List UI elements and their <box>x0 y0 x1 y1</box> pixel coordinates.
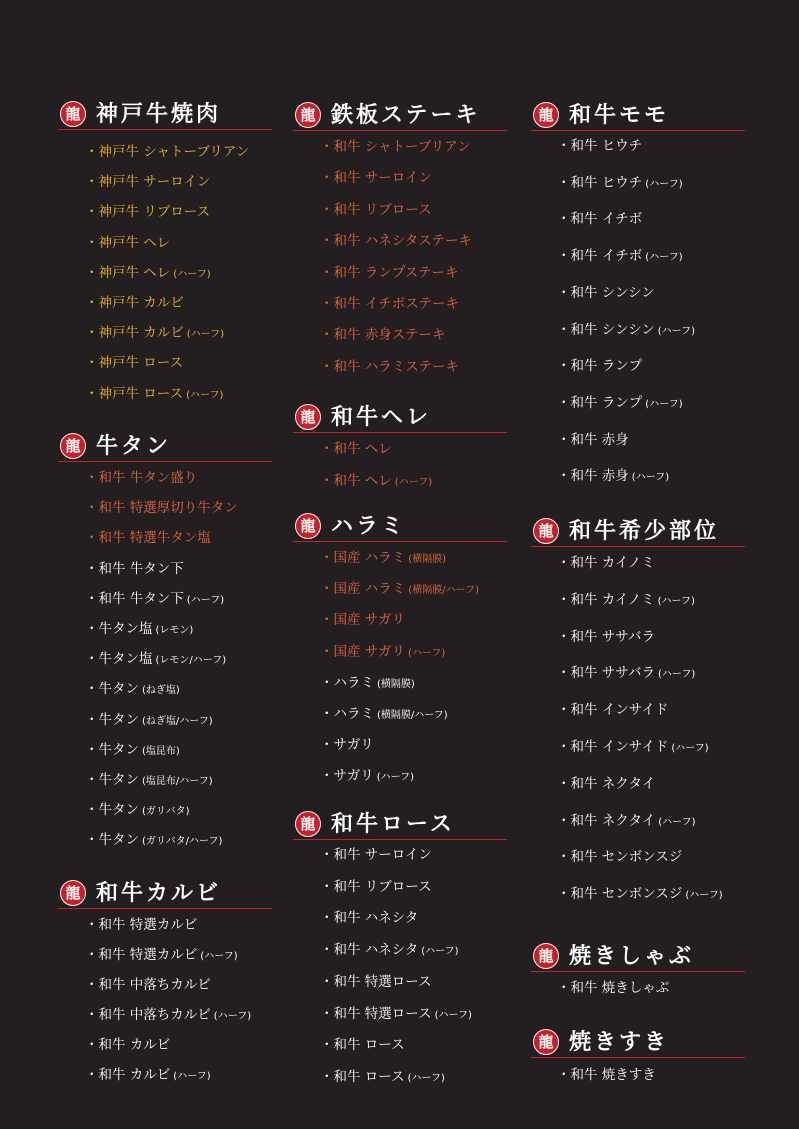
bullet: ・ <box>557 555 571 571</box>
bullet: ・ <box>320 973 334 990</box>
menu-item-note: (レモン/ハーフ) <box>155 655 227 667</box>
menu-item-name: 和牛 ササバラ <box>570 628 655 645</box>
menu-item-name: 和牛 イチボ <box>570 211 643 228</box>
bullet: ・ <box>320 942 334 959</box>
menu-item-name: 和牛 焼きすき <box>570 1067 656 1083</box>
menu-item-name: 国産 サガリ <box>333 612 406 629</box>
menu-item-note: (ハーフ) <box>173 1071 211 1082</box>
menu-item-note: (ハーフ) <box>200 951 238 962</box>
bullet: ・ <box>85 1037 99 1053</box>
section-header-harami <box>293 512 507 542</box>
menu-item <box>85 711 213 731</box>
menu-item-name: 和牛 ハネシタ <box>333 910 419 927</box>
menu-item-name: 和牛 ランプステーキ <box>333 264 459 281</box>
menu-item-note: (横隔膜/ハーフ) <box>408 585 479 597</box>
bullet: ・ <box>557 431 571 448</box>
menu-item-note: (ハーフ) <box>186 594 225 606</box>
menu-item-name: 和牛 焼きしゃぶ <box>570 980 670 996</box>
bullet: ・ <box>85 917 99 933</box>
menu-item <box>85 203 210 221</box>
menu-item-name: 和牛 サーロイン <box>333 170 432 187</box>
section-title: 和牛モモ <box>569 102 670 128</box>
bullet: ・ <box>320 643 334 660</box>
bullet: ・ <box>557 174 571 191</box>
section-header-loin <box>293 810 507 840</box>
menu-item <box>557 701 668 719</box>
menu-item-name: 牛タン <box>98 772 139 788</box>
menu-item <box>320 846 432 864</box>
menu-item-name: 和牛 サーロイン <box>333 847 432 863</box>
menu-item-name: 和牛 カイノミ <box>570 591 655 608</box>
menu-item-note: (ハーフ) <box>173 268 211 280</box>
bullet: ・ <box>85 590 99 607</box>
menu-item-note: (ハーフ) <box>685 890 723 902</box>
menu-item <box>557 775 655 793</box>
bullet: ・ <box>557 248 571 265</box>
section-title: ハラミ <box>331 513 407 539</box>
menu-item <box>557 848 682 866</box>
menu-item-name: 神戸牛 リブロース <box>98 204 211 221</box>
menu-item-note: (ハーフ) <box>657 595 695 607</box>
menu-item-name: 牛タン <box>98 802 139 819</box>
menu-item-note: (横隔膜) <box>408 554 447 565</box>
bullet: ・ <box>320 296 334 312</box>
menu-item <box>557 174 683 194</box>
menu-item-name: 和牛 ロース <box>333 1068 405 1085</box>
menu-item <box>320 580 479 600</box>
menu-item <box>85 650 226 670</box>
menu-item <box>557 554 655 572</box>
section-header-yakisuki <box>531 1028 745 1058</box>
bullet: ・ <box>85 385 99 402</box>
menu-item-note: (ハーフ) <box>657 669 696 681</box>
bullet: ・ <box>85 234 99 251</box>
menu-item-name: 牛タン塩 <box>98 651 153 668</box>
menu-item-note: (ガリバタ) <box>142 806 190 818</box>
menu-item <box>320 643 445 663</box>
menu-item-note: (ハーフ) <box>658 816 696 828</box>
menu-item-name: 和牛 赤身 <box>570 468 629 485</box>
menu-item <box>85 680 180 700</box>
menu-item <box>557 284 655 302</box>
menu-item-name: 神戸牛 カルビ <box>98 295 184 311</box>
menu-item-name: ハラミ <box>333 706 374 722</box>
menu-item-name: 和牛 中落ちカルビ <box>98 977 211 993</box>
menu-item-name: 和牛 牛タン下 <box>98 590 184 607</box>
menu-item-note: (ハーフ) <box>645 178 683 190</box>
menu-item-note: (ねぎ塩/ハーフ) <box>142 715 213 727</box>
menu-item-name: 和牛 イチボステーキ <box>333 296 460 312</box>
menu-item <box>85 354 183 372</box>
bullet: ・ <box>320 201 334 218</box>
bullet: ・ <box>557 812 571 829</box>
menu-item <box>557 247 683 267</box>
menu-item-name: 牛タン <box>98 832 139 849</box>
menu-item <box>85 771 213 791</box>
menu-item <box>85 976 211 994</box>
menu-item-name: 神戸牛 カルビ <box>98 325 184 342</box>
menu-item <box>557 738 709 758</box>
menu-item-note: (塩昆布) <box>142 745 180 757</box>
menu-item <box>320 611 405 629</box>
bullet: ・ <box>320 550 334 566</box>
menu-item-name: 和牛 ヒウチ <box>570 138 643 154</box>
bullet: ・ <box>320 878 334 895</box>
menu-item <box>557 1066 656 1084</box>
menu-item-name: 和牛 特選カルビ <box>98 917 198 933</box>
menu-item-name: 和牛 シャトーブリアン <box>333 139 471 155</box>
menu-item-name: 和牛 赤身ステーキ <box>333 327 446 344</box>
menu-item <box>320 326 446 344</box>
bullet: ・ <box>85 470 99 486</box>
bullet: ・ <box>557 468 571 485</box>
bullet: ・ <box>557 1067 571 1083</box>
menu-item-name: 神戸牛 ヘレ <box>98 264 171 281</box>
menu-item <box>85 173 210 191</box>
bullet: ・ <box>320 612 334 629</box>
menu-item <box>320 1005 472 1025</box>
bullet: ・ <box>85 681 99 698</box>
section-header-yakishabu <box>531 942 745 972</box>
menu-item-name: 和牛 センボンスジ <box>570 849 683 866</box>
menu-item-name: 和牛 牛タン盛り <box>98 470 198 486</box>
section-header-steak <box>293 101 507 131</box>
menu-item <box>85 946 238 966</box>
menu-item <box>85 1006 251 1026</box>
bullet: ・ <box>320 1005 334 1022</box>
dragon-emblem-icon: 龍 <box>533 1029 559 1055</box>
section-header-momo <box>531 101 745 131</box>
bullet: ・ <box>557 138 571 154</box>
bullet: ・ <box>557 284 571 301</box>
menu-item-name: 和牛 カルビ <box>98 1067 171 1083</box>
menu-item <box>320 295 459 313</box>
section-header-tongue <box>58 432 272 462</box>
bullet: ・ <box>85 832 99 849</box>
menu-item <box>320 736 374 754</box>
menu-item-name: 和牛 ヒウチ <box>570 174 643 191</box>
bullet: ・ <box>85 1007 99 1023</box>
bullet: ・ <box>320 847 334 863</box>
menu-item-note: (ねぎ塩) <box>142 685 180 697</box>
menu-item <box>85 234 170 252</box>
menu-item <box>557 591 695 611</box>
section-title: 和牛希少部位 <box>569 518 720 544</box>
menu-item <box>85 590 224 610</box>
section-title: 和牛ヘレ <box>331 404 432 430</box>
bullet: ・ <box>320 170 334 187</box>
menu-item-name: 国産 サガリ <box>333 643 406 660</box>
menu-item <box>85 1066 211 1086</box>
menu-item-name: 牛タン塩 <box>98 621 153 637</box>
menu-item <box>557 885 723 905</box>
section-title: 鉄板ステーキ <box>331 102 481 128</box>
bullet: ・ <box>85 295 99 311</box>
menu-item-name: 和牛 センボンスジ <box>570 886 683 903</box>
menu-item-note: (ハーフ) <box>394 476 433 488</box>
menu-item <box>85 741 180 761</box>
bullet: ・ <box>85 977 99 993</box>
menu-item <box>320 767 414 787</box>
menu-item <box>557 321 695 341</box>
section-title: 和牛ロース <box>331 811 455 837</box>
bullet: ・ <box>320 327 334 344</box>
bullet: ・ <box>85 772 99 788</box>
bullet: ・ <box>85 741 99 758</box>
menu-item <box>85 294 184 312</box>
menu-item <box>85 1036 170 1054</box>
menu-item <box>320 1068 445 1088</box>
menu-item <box>85 831 222 851</box>
dragon-emblem-icon: 龍 <box>533 102 559 128</box>
menu-item-name: 和牛 ネクタイ <box>570 812 656 829</box>
menu-item-name: 和牛 リブロース <box>333 878 432 895</box>
menu-item-name: 和牛 特選牛タン塩 <box>98 530 211 547</box>
menu-item-note: (ハーフ) <box>657 325 696 337</box>
menu-item-name: 和牛 特選ロース <box>333 973 432 990</box>
menu-item <box>320 973 432 991</box>
section-header-karubi <box>58 879 272 909</box>
menu-item-name: サガリ <box>333 737 374 754</box>
menu-item-name: 和牛 中落ちカルビ <box>98 1007 211 1023</box>
section-header-hire <box>293 403 507 433</box>
menu-item <box>557 812 696 832</box>
bullet: ・ <box>85 204 99 221</box>
menu-item <box>557 357 642 375</box>
menu-item-name: 和牛 シンシン <box>570 321 655 338</box>
bullet: ・ <box>85 500 99 517</box>
bullet: ・ <box>85 530 99 547</box>
bullet: ・ <box>85 621 99 637</box>
menu-item-note: (ハーフ) <box>186 329 225 341</box>
menu-item <box>557 210 642 228</box>
menu-item-name: 和牛 シンシン <box>570 284 655 301</box>
menu-item <box>85 529 211 547</box>
menu-item <box>320 674 415 694</box>
bullet: ・ <box>85 355 99 372</box>
menu-item-name: 和牛 イチボ <box>570 248 643 265</box>
menu-item-name: 和牛 赤身 <box>570 431 629 448</box>
menu-item-note: (横隔膜) <box>377 678 415 690</box>
menu-item <box>320 138 471 156</box>
menu-item-name: 和牛 ハネシタステーキ <box>333 233 472 250</box>
bullet: ・ <box>320 139 334 155</box>
menu-item <box>85 469 197 487</box>
menu-item-name: 和牛 ハラミステーキ <box>333 358 460 375</box>
menu-item <box>557 979 669 997</box>
menu-item <box>320 472 432 492</box>
menu-item-note: (ハーフ) <box>645 398 683 410</box>
bullet: ・ <box>85 264 99 281</box>
menu-item <box>85 620 193 640</box>
bullet: ・ <box>557 358 571 375</box>
section-header-rare <box>531 517 745 547</box>
menu-item <box>557 467 669 487</box>
bullet: ・ <box>557 628 571 645</box>
bullet: ・ <box>85 144 99 160</box>
menu-item <box>557 137 642 155</box>
dragon-emblem-icon: 龍 <box>60 101 86 127</box>
menu-item <box>320 909 418 927</box>
menu-item-note: (塩昆布/ハーフ) <box>142 776 213 787</box>
section-title: 神戸牛焼肉 <box>96 101 222 127</box>
menu-item-name: 和牛 ロース <box>333 1037 405 1054</box>
menu-item <box>320 549 446 569</box>
bullet: ・ <box>320 768 334 785</box>
menu-item-name: 国産 ハラミ <box>333 581 406 598</box>
menu-item-name: 牛タン <box>98 711 139 728</box>
dragon-emblem-icon: 龍 <box>295 811 321 837</box>
menu-item-note: (ハーフ) <box>671 743 709 754</box>
menu-item <box>557 394 683 414</box>
menu-item <box>320 878 432 896</box>
menu-item <box>85 143 249 161</box>
menu-item <box>85 385 223 405</box>
menu-item <box>85 499 238 517</box>
menu-item-note: (ハーフ) <box>434 1009 472 1021</box>
menu-item-name: 国産 ハラミ <box>333 550 406 566</box>
menu-item-name: 和牛 ハネシタ <box>333 942 419 959</box>
menu-item-note: (ガリバタ/ハーフ) <box>142 836 223 848</box>
menu-item-name: 和牛 牛タン下 <box>98 560 184 577</box>
menu-item <box>557 628 655 646</box>
bullet: ・ <box>85 560 99 577</box>
menu-item <box>557 431 629 449</box>
menu-item <box>320 440 392 458</box>
section-title: 焼きすき <box>569 1029 670 1055</box>
menu-item-note: (横隔膜/ハーフ) <box>377 710 448 721</box>
menu-item-name: 和牛 カルビ <box>98 1037 171 1053</box>
menu-item-name: ハラミ <box>333 674 374 691</box>
menu-item <box>320 1036 405 1054</box>
menu-item <box>557 664 695 684</box>
menu-item-name: 和牛 ランプ <box>570 358 643 375</box>
menu-item <box>320 232 472 250</box>
menu-item-note: (ハーフ) <box>186 389 224 401</box>
bullet: ・ <box>85 325 99 342</box>
section-header-kobe <box>58 100 272 130</box>
bullet: ・ <box>85 174 99 191</box>
dragon-emblem-icon: 龍 <box>60 433 86 459</box>
menu-item-name: 和牛 特選厚切り牛タン <box>98 500 238 517</box>
menu-item-note: (ハーフ) <box>376 772 415 784</box>
menu-item-name: 和牛 ランプ <box>570 394 643 411</box>
menu-item-name: 神戸牛 ロース <box>98 355 184 372</box>
menu-item-note: (ハーフ) <box>631 472 670 484</box>
bullet: ・ <box>557 211 571 228</box>
bullet: ・ <box>85 802 99 819</box>
menu-item-name: 和牛 ネクタイ <box>570 775 656 792</box>
bullet: ・ <box>320 264 334 281</box>
menu-item-name: 神戸牛 サーロイン <box>98 174 211 191</box>
dragon-emblem-icon: 龍 <box>295 102 321 128</box>
bullet: ・ <box>320 441 334 457</box>
bullet: ・ <box>557 980 571 996</box>
section-title: 和牛カルビ <box>96 880 222 906</box>
bullet: ・ <box>557 394 571 411</box>
menu-item <box>320 201 432 219</box>
bullet: ・ <box>85 1067 99 1083</box>
bullet: ・ <box>557 739 571 755</box>
dragon-emblem-icon: 龍 <box>295 513 321 539</box>
menu-item-name: 和牛 カイノミ <box>570 555 655 571</box>
menu-item-name: 和牛 ヘレ <box>333 441 392 457</box>
menu-item-name: 和牛 インサイド <box>570 739 669 755</box>
menu-item <box>320 705 448 725</box>
menu-item-name: 和牛 インサイド <box>570 702 669 719</box>
bullet: ・ <box>557 886 571 903</box>
menu-item-name: 神戸牛 シャトーブリアン <box>98 144 250 160</box>
menu-item-name: 和牛 特選ロース <box>333 1005 432 1022</box>
menu-item-name: サガリ <box>333 768 374 785</box>
menu-item-note: (ハーフ) <box>645 252 683 264</box>
bullet: ・ <box>320 1068 334 1085</box>
menu-item-name: 和牛 特選カルビ <box>98 947 198 963</box>
menu-item-note: (レモン) <box>155 625 194 636</box>
bullet: ・ <box>320 472 334 489</box>
dragon-emblem-icon: 龍 <box>60 880 86 906</box>
menu-item <box>320 358 459 376</box>
bullet: ・ <box>557 665 571 682</box>
bullet: ・ <box>320 581 334 598</box>
bullet: ・ <box>85 711 99 728</box>
menu-item <box>320 941 459 961</box>
menu-item-name: 牛タン <box>98 741 139 758</box>
bullet: ・ <box>320 674 334 691</box>
menu-item <box>320 169 432 187</box>
bullet: ・ <box>320 233 334 250</box>
bullet: ・ <box>320 910 334 927</box>
bullet: ・ <box>320 706 334 722</box>
menu-item-name: 和牛 リブロース <box>333 201 432 218</box>
menu-item-name: 神戸牛 ヘレ <box>98 234 171 251</box>
bullet: ・ <box>320 358 334 375</box>
section-title: 焼きしゃぶ <box>569 943 695 969</box>
menu-item-name: 神戸牛 ロース <box>98 385 184 402</box>
bullet: ・ <box>557 321 571 338</box>
menu-item <box>85 560 184 578</box>
menu-item-note: (ハーフ) <box>421 946 459 958</box>
dragon-emblem-icon: 龍 <box>533 518 559 544</box>
section-title: 牛タン <box>96 433 172 459</box>
bullet: ・ <box>557 591 571 608</box>
menu-item <box>85 264 211 284</box>
menu-item-name: 牛タン <box>98 681 139 698</box>
menu-item <box>85 916 197 934</box>
dragon-emblem-icon: 龍 <box>533 943 559 969</box>
menu-item-note: (ハーフ) <box>408 647 446 659</box>
menu-item-name: 和牛 ヘレ <box>333 472 392 489</box>
bullet: ・ <box>85 947 99 963</box>
dragon-emblem-icon: 龍 <box>295 404 321 430</box>
menu-item <box>85 324 224 344</box>
bullet: ・ <box>85 651 99 668</box>
menu-item <box>85 801 190 821</box>
bullet: ・ <box>557 702 571 719</box>
menu-item-note: (ハーフ) <box>213 1011 252 1022</box>
bullet: ・ <box>320 737 334 754</box>
menu-item-name: 和牛 ササバラ <box>570 665 655 682</box>
bullet: ・ <box>557 775 571 792</box>
bullet: ・ <box>320 1037 334 1054</box>
menu-item-note: (ハーフ) <box>407 1072 445 1084</box>
bullet: ・ <box>557 849 571 866</box>
menu-item <box>320 264 458 282</box>
